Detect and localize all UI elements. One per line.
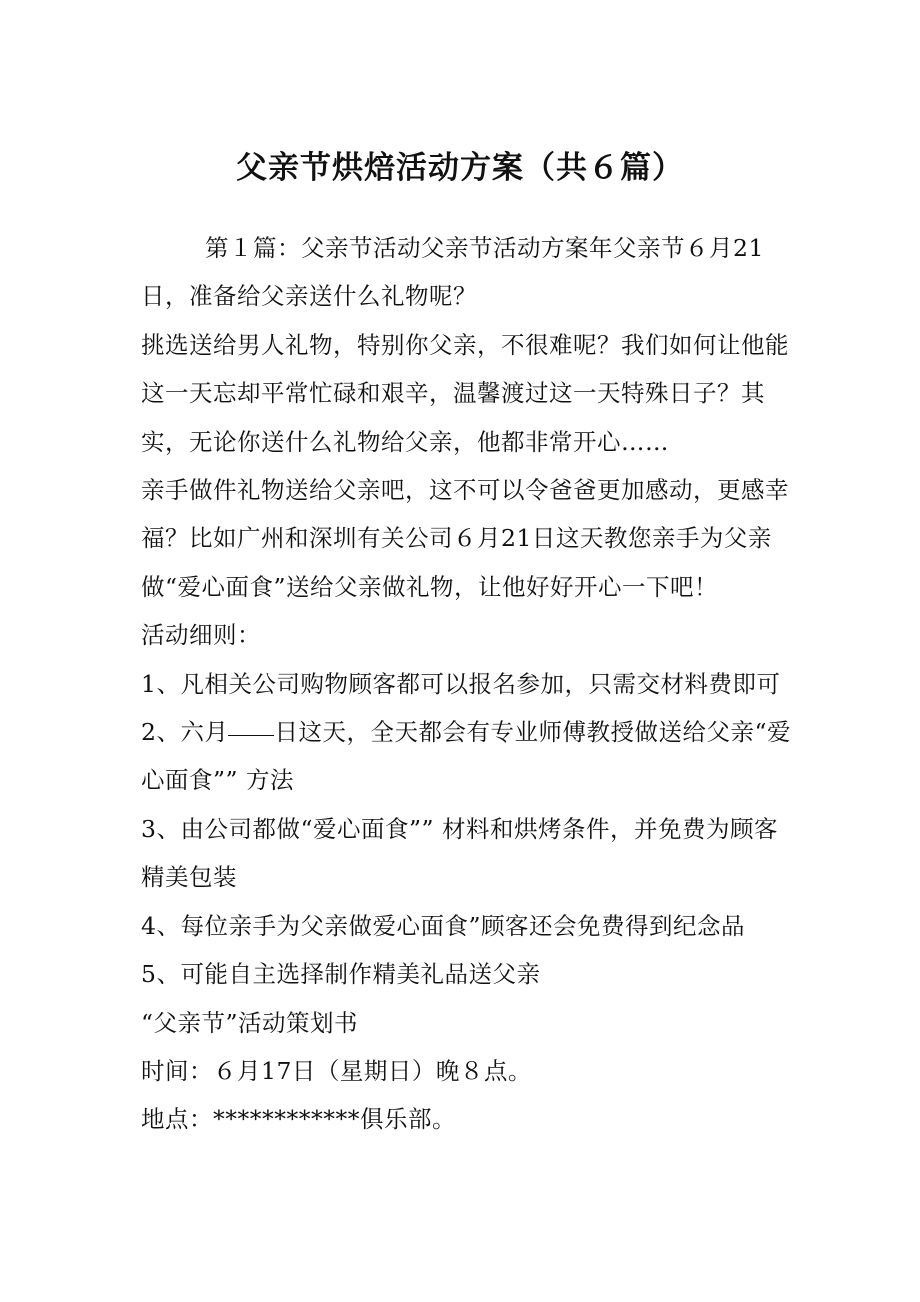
- blank-underline: [228, 735, 274, 736]
- list-item-rule-1: 1、凡相关公司购物顾客都可以报名参加，只需交材料费即可: [141, 669, 781, 698]
- list-item-rule-4: 4、每位亲手为父亲做爱心面食”顾客还会免费得到纪念品: [141, 911, 745, 940]
- paragraph-rules-heading: 活动细则：: [141, 621, 261, 650]
- list-item-rule-5: 5、可能自主选择制作精美礼品送父亲: [141, 960, 541, 989]
- paragraph-location: 地点：************俱乐部。: [141, 1105, 456, 1134]
- document-title: 父亲节烘焙活动方案（共６篇）: [236, 150, 684, 186]
- list-item-rule-2: [141, 708, 791, 805]
- paragraph-gift-question: 挑选送给男人礼物，特别你父亲，不很难呢？我们如何让他能这一天忘却平常忙碌和艰辛，温馨渡过这一天特殊日子？其实，无论你送什么礼物给父亲，他都非常开心……: [141, 330, 789, 456]
- paragraph-time: 时间：６月17日（星期日）晚８点。: [141, 1056, 532, 1085]
- document-body: [141, 224, 791, 1144]
- paragraph-handmade-gift: 亲手做件礼物送给父亲吧，这不可以令爸爸更加感动，更感幸福？比如广州和深圳有关公司６月21日这天教您亲手为父亲做“爱心面食”送给父亲做礼物，让他好好开心一下吧！: [141, 476, 789, 601]
- rule-2-suffix: 日这天，全天都会有专业师傅教授做送给父亲“爱心面食”” 方法: [141, 718, 791, 795]
- rule-2-prefix: 2、六月: [141, 718, 229, 747]
- paragraph-intro: 第１篇：父亲节活动父亲节活动方案年父亲节６月21日，准备给父亲送什么礼物呢？: [141, 234, 764, 311]
- paragraph-plan-heading: “父亲节”活动策划书: [141, 1008, 359, 1037]
- list-item-rule-3: 3、由公司都做“爱心面食”” 材料和烘烤条件，并免费为顾客精美包装: [141, 814, 778, 892]
